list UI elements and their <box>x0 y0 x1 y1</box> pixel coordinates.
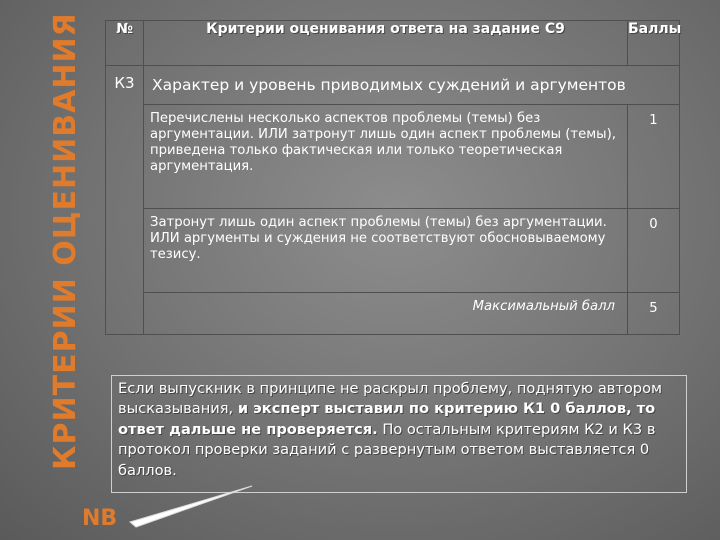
row-points: 0 <box>628 209 680 293</box>
max-points: 5 <box>628 293 680 335</box>
vertical-title-main: КРИТЕРИИ ОЦЕНИВАНИЯ <box>48 12 83 470</box>
row-description: Перечислены несколько аспектов проблемы (темы) без аргументации. ИЛИ затронут лишь один аспект проблемы (темы), приведена только фактическая или только теоретическая аргументация. <box>144 105 628 209</box>
arrow-shape <box>130 486 252 527</box>
header-num: № <box>106 21 144 66</box>
criterion-code: К3 <box>106 66 144 335</box>
note-part1: Если выпускник в принципе не раскрыл проблему, поднятую автором высказывания, <box>118 380 663 418</box>
note-bold: и эксперт выставил по критерию К1 0 баллов, то ответ дальше не проверяется. <box>118 400 656 438</box>
max-label: Максимальный балл <box>144 293 628 335</box>
row-description: Затронут лишь один аспект проблемы (темы) без аргументации. ИЛИ аргументы и суждения не соответствуют обосновываемому тезису. <box>144 209 628 293</box>
header-points: Баллы <box>628 21 680 66</box>
nb-label: NB <box>82 506 118 531</box>
criterion-title: Характер и уровень приводимых суждений и аргументов <box>144 66 680 105</box>
row-points: 1 <box>628 105 680 209</box>
note-part2: По остальным критериям К2 и К3 в протокол проверки заданий с развернутым ответом выставляется 0 баллов. <box>118 420 656 479</box>
header-criteria: Критерии оценивания ответа на задание С9 <box>144 21 628 66</box>
